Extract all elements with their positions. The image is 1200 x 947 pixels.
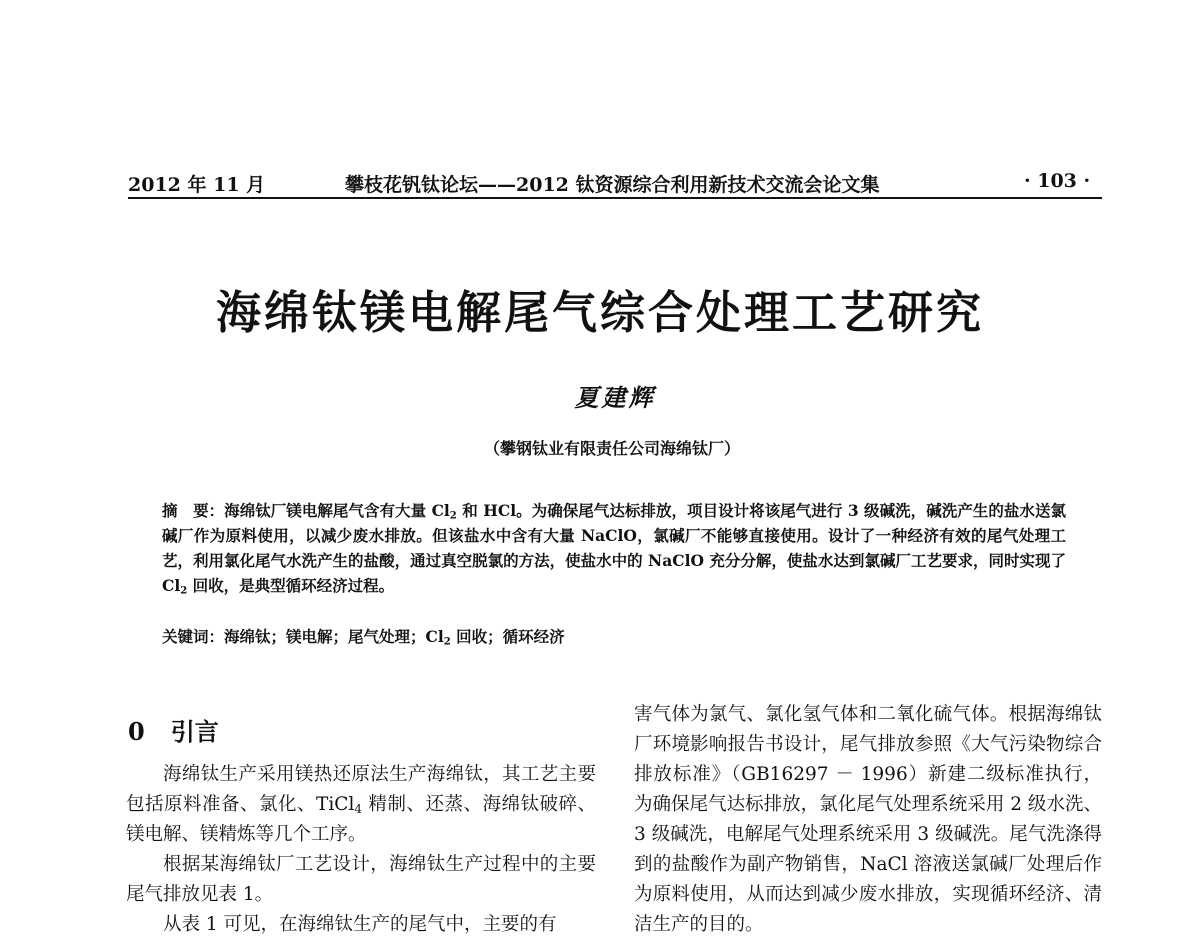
header-date: 2012 年 11 月: [128, 174, 266, 196]
keywords-text-1: 海绵钛；镁电解；尾气处理；Cl: [224, 627, 444, 646]
left-p1-text-a: 海绵钛生产采用镁热还原法生产海绵钛，其工艺主要包括原料准备、氯化、TiCl: [126, 764, 596, 815]
abstract-text-1: 海绵钛厂镁电解尾气含有大量 Cl: [224, 501, 450, 520]
section-number: 0: [128, 717, 145, 746]
section-heading: [128, 712, 219, 747]
paper-title: 海绵钛镁电解尾气综合处理工艺研究: [215, 286, 984, 339]
header-rule: [128, 197, 1102, 199]
left-paragraph-2: 根据某海绵钛厂工艺设计，海绵钛生产过程中的主要尾气排放见表 1。: [126, 854, 596, 905]
keywords-sub: 2: [443, 636, 451, 648]
left-p1-text-b: 精制、还蒸、海绵钛破碎、镁电解、镁精炼等几个工序。: [126, 794, 596, 845]
abstract-text-3: 回收，是典型循环经济过程。: [187, 576, 395, 595]
section-title: 引言: [170, 717, 219, 746]
keywords-text-2: 回收；循环经济: [450, 627, 565, 646]
left-paragraph-1: [126, 760, 596, 850]
keywords-label: 关键词：: [162, 627, 225, 646]
author-name: 夏建辉: [574, 383, 656, 412]
left-column: [126, 760, 596, 940]
left-p1-sub: 4: [354, 802, 363, 816]
abstract-label: 摘 要：: [162, 501, 225, 520]
left-paragraph-3: 从表 1 可见，在海绵钛生产的尾气中，主要的有: [163, 914, 557, 935]
keywords: [162, 624, 1066, 649]
right-column: [634, 700, 1102, 940]
header-page-number: · 103 ·: [1024, 170, 1091, 192]
abstract-text-2: 和 HCl。为确保尾气达标排放，项目设计将该尾气进行 3 级碱洗，碱洗产生的盐水送氯碱厂作为原料使用，以减少废水排放。但该盐水中含有大量 NaClO，氯碱厂不能够直接使用。设计了一种经济有效的尾气处理工艺，利用氯化尾气水洗产生的盐酸，通过真空脱氯的方法，使盐水中的 NaClO 充分分解，使盐水达到氯碱厂工艺要求，同时实现了 Cl: [162, 501, 1066, 595]
abstract-sub-1: 2: [449, 510, 457, 522]
right-paragraph-1: 害气体为氯气、氯化氢气体和二氧化硫气体。根据海绵钛厂环境影响报告书设计，尾气排放参照《大气污染物综合排放标准》（GB16297 － 1996）新建二级标准执行，为确保尾气达标排放，氯化尾气处理系统采用 2 级水洗、3 级碱洗，电解尾气处理系统采用 3 级碱洗。尾气洗涤得到的盐酸作为副产物销售，NaCl 溶液送氯碱厂处理后作为原料使用，从而达到减少废水排放，实现循环经济、清洁生产的目的。: [634, 704, 1102, 935]
abstract: [162, 498, 1066, 598]
author-affiliation: （攀钢钛业有限责任公司海绵钛厂）: [483, 439, 740, 458]
abstract-sub-2: 2: [180, 585, 188, 597]
header-journal: 攀枝花钒钛论坛——2012 钛资源综合利用新技术交流会论文集: [345, 174, 880, 196]
